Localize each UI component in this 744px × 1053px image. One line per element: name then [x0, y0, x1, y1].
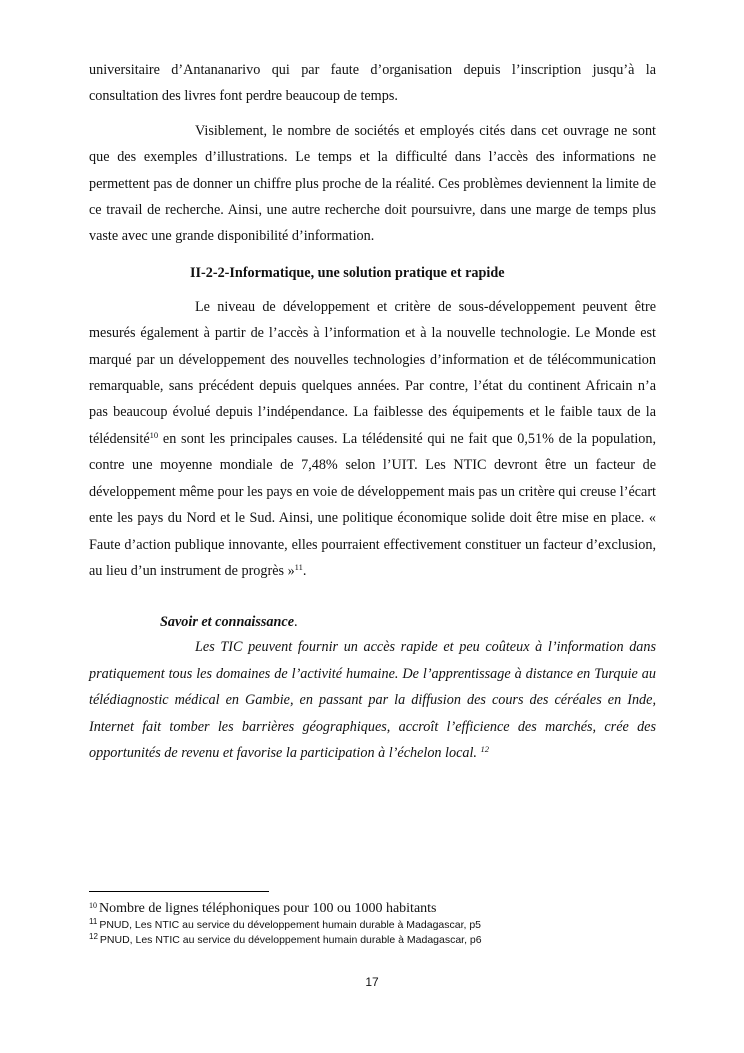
- paragraph-text: .: [302, 562, 307, 579]
- footnote-text: PNUD, Les NTIC au service du développement humain durable à Madagascar, p5: [99, 919, 482, 931]
- page-number: 17: [365, 975, 379, 989]
- paragraph-text: en sont les principales causes. La télédensité qui ne fait que 0,51% de la population, contre une moyenne mondiale de 7,48% selon l’UIT. Les NTIC devront être un facteur de développement même pour les pays en voie de développement mais pas un critère qui creuse l’écart ente les pays du Nord et le Sud. Ainsi, une politique économique solide doit être mise en place. « Faute d’action publique innovante, elles pourraient effectivement constituer un facteur d’exclusion, au lieu d’un instrument de progrès »: [89, 430, 656, 579]
- quote-text: Les TIC peuvent fournir un accès rapide et peu coûteux à l’information dans pratiquement tous les domaines de l’activité humaine. De l’apprentissage à distance en Turquie au télédiagnostic médical en Gambie, en passant par la diffusion des cours des céréales en Inde, Internet fait tomber les barrières géographiques, accroît l’efficience des marchés, crée des opportunités de revenu et favorise la participation à l’échelon local.: [89, 639, 656, 761]
- subsection-heading: [160, 610, 656, 634]
- footnote-number: 12: [89, 932, 98, 941]
- footnote-11: [89, 918, 669, 933]
- paragraph-limits: Visiblement, le nombre de sociétés et employés cités dans cet ouvrage ne sont que des exemples d’illustrations. Le temps et la difficulté dans l’accès des informations ne permettent pas de donner un chiffre plus proche de la réalité. Ces problèmes deviennent la limite de ce travail de recherche. Ainsi, une autre recherche doit poursuivre, dans une marge de temps plus vaste avec une grande disponibilité d’information.: [89, 122, 656, 245]
- document-body: [89, 57, 656, 766]
- footnote-text: Nombre de lignes téléphoniques pour 100 ou 1000 habitants: [99, 901, 437, 916]
- footnote-10: [89, 900, 669, 918]
- subsection-title: Savoir et connaissance: [160, 614, 294, 631]
- footnote-12: [89, 933, 669, 948]
- paragraph-informatique: [89, 294, 656, 584]
- footnotes: [89, 900, 669, 948]
- paragraph-continuation: universitaire d’Antananarivo qui par faute d’organisation depuis l’inscription jusqu’à la consultation des livres font perdre beaucoup de temps.: [89, 62, 656, 105]
- footnote-text: PNUD, Les NTIC au service du développement humain durable à Madagascar, p6: [99, 934, 482, 946]
- paragraph-text: Le niveau de développement et critère de sous-développement peuvent être mesurés également à partir de l’accès à l’information et à la nouvelle technologie. Le Monde est marqué par un développement des nouvelles technologies d’information et de télécommunication remarquable, sans précédent depuis quelques années. Par contre, l’état du continent Africain n’a pas beaucoup évolué depuis l’indépendance. La faiblesse des équipements et le faible taux de la télédensité: [89, 298, 656, 447]
- subsection-dot: .: [294, 614, 298, 631]
- footnote-ref-12: 12: [480, 743, 490, 754]
- footnote-number: 11: [89, 917, 98, 926]
- footnote-ref-10: 10: [149, 429, 159, 440]
- paragraph-quote: [89, 634, 656, 766]
- section-heading: II-2-2-Informatique, une solution pratique et rapide: [190, 264, 505, 281]
- footnote-number: 10: [89, 901, 97, 910]
- footnote-ref-11: 11: [294, 561, 303, 572]
- footnote-separator: [89, 891, 269, 892]
